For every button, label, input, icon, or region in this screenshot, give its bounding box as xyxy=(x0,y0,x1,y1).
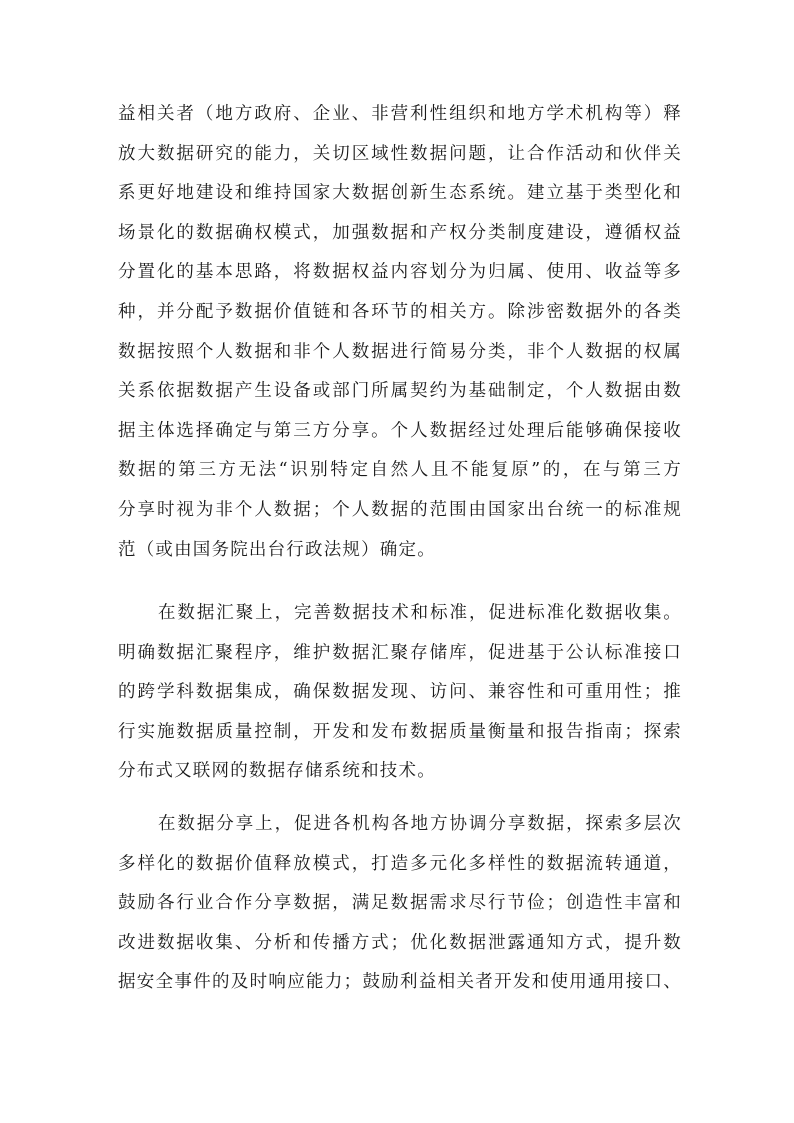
text-line: 种，并分配予数据价值链和各环节的相关方。除涉密数据外的各类 xyxy=(118,301,682,322)
text-line: 明确数据汇聚程序，维护数据汇聚存储库，促进基于公认标准接口 xyxy=(118,642,682,663)
text-line: 改进数据收集、分析和传播方式；优化数据泄露通知方式，提升数 xyxy=(118,932,682,953)
text-line: 系更好地建设和维持国家大数据创新生态系统。建立基于类型化和 xyxy=(118,183,682,204)
text-line: 放大数据研究的能力，关切区域性数据问题，让合作活动和伙伴关 xyxy=(118,143,682,164)
text-line: 行实施数据质量控制，开发和发布数据质量衡量和报告指南；探索 xyxy=(118,721,682,742)
text-line: 据主体选择确定与第三方分享。个人数据经过处理后能够确保接收 xyxy=(118,420,682,441)
paragraph-1 xyxy=(118,95,682,570)
text-line: 分置化的基本思路，将数据权益内容划分为归属、使用、收益等多 xyxy=(118,262,682,283)
text-line: 范（或由国务院出台行政法规）确定。 xyxy=(118,539,436,560)
text-line: 场景化的数据确权模式，加强数据和产权分类制度建设，遵循权益 xyxy=(118,222,682,243)
text-line: 益相关者（地方政府、企业、非营利性组织和地方学术机构等）释 xyxy=(118,104,682,124)
text-line: 的跨学科数据集成，确保数据发现、访问、兼容性和可重用性；推 xyxy=(118,682,682,703)
paragraph-3 xyxy=(118,805,682,1003)
text-line: 多样化的数据价值释放模式，打造多元化多样性的数据流转通道， xyxy=(118,853,682,874)
text-line: 关系依据数据产生设备或部门所属契约为基础制定，个人数据由数 xyxy=(118,381,682,402)
text-line: 在数据分享上，促进各机构各地方协调分享数据，探索多层次 xyxy=(158,814,682,834)
text-line: 数据的第三方无法“识别特定自然人且不能复原”的，在与第三方 xyxy=(118,460,682,481)
text-line: 分享时视为非个人数据；个人数据的范围由国家出台统一的标准规 xyxy=(118,499,682,520)
text-line: 据安全事件的及时响应能力；鼓励利益相关者开发和使用通用接口、 xyxy=(118,972,682,993)
text-line: 分布式又联网的数据存储系统和技术。 xyxy=(118,761,436,782)
text-line: 鼓励各行业合作分享数据，满足数据需求尽行节俭；创造性丰富和 xyxy=(118,893,682,914)
text-line: 在数据汇聚上，完善数据技术和标准，促进标准化数据收集。 xyxy=(158,603,682,623)
paragraph-2 xyxy=(118,594,682,792)
text-line: 数据按照个人数据和非个人数据进行简易分类，非个人数据的权属 xyxy=(118,341,682,362)
